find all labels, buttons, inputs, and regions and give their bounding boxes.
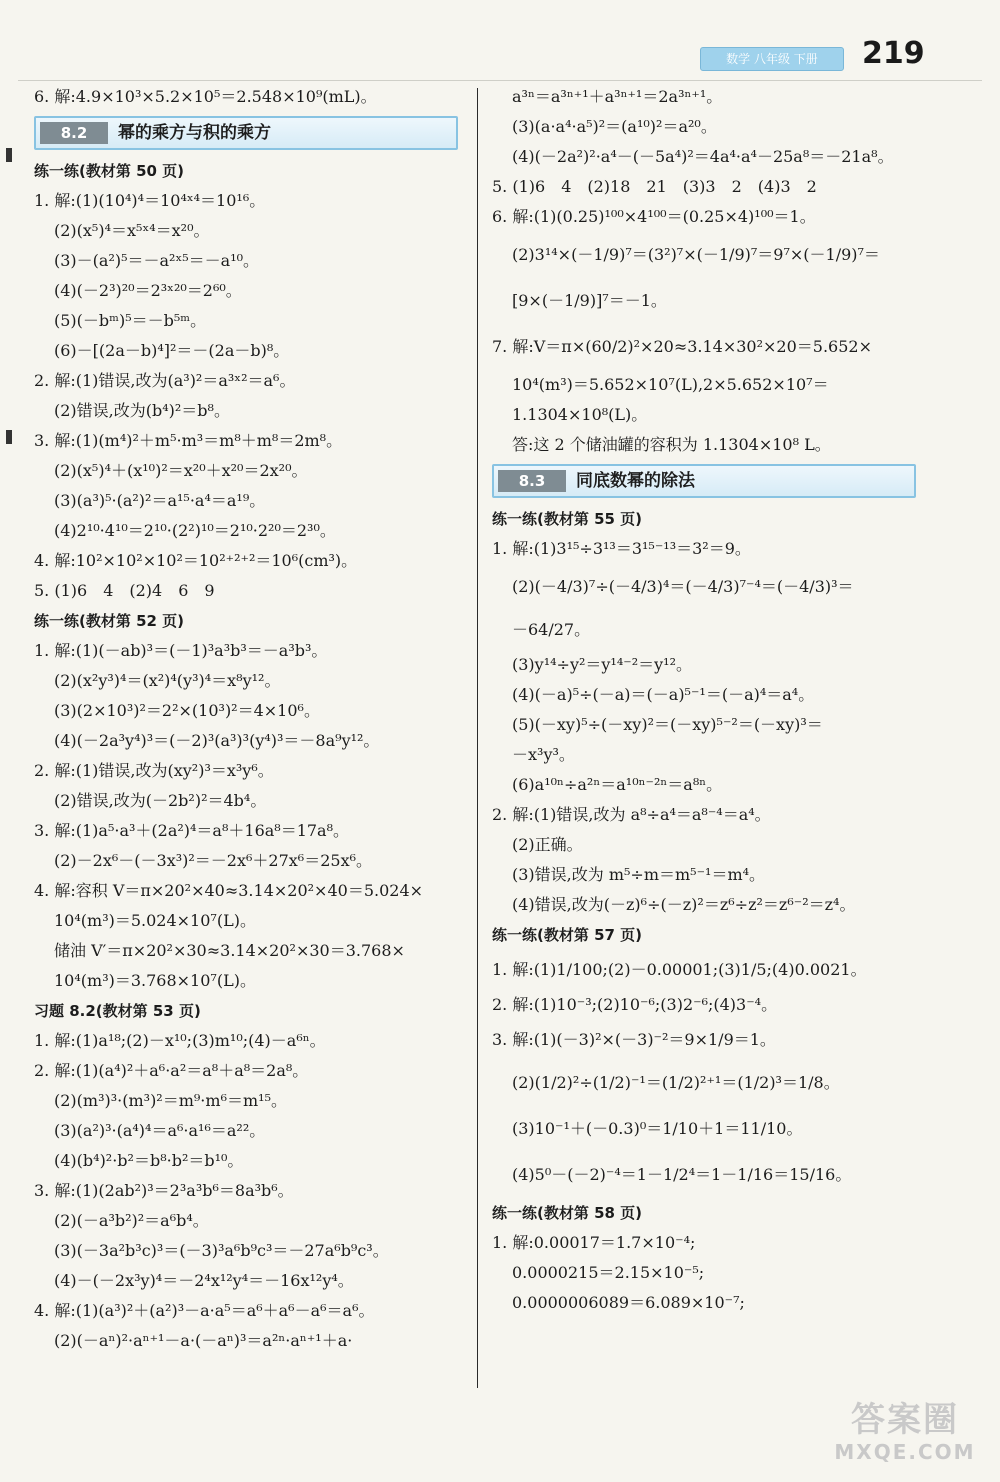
answer-line: 1. 解:(1)3¹⁵÷3¹³＝3¹⁵⁻¹³＝3²＝9。 [492,539,751,558]
answer-line: (2)正确。 [512,835,583,854]
answer-line: 10⁴(m³)＝3.768×10⁷(L)。 [54,971,256,990]
answer-line: (2)－2x⁶－(－3x³)²＝－2x⁶＋27x⁶＝25x⁶。 [54,851,373,870]
answer-line: 2. 解:(1)10⁻³;(2)10⁻⁶;(3)2⁻⁶;(4)3⁻⁴。 [492,995,778,1014]
answer-line: 4. 解:容积 V＝π×20²×40≈3.14×20²×40＝5.024× [34,881,424,900]
answer-line: 3. 解:(1)(2ab²)³＝2³a³b⁶＝8a³b⁶。 [34,1181,294,1200]
answer-line: 1. 解:(1)a¹⁸;(2)－x¹⁰;(3)m¹⁰;(4)－a⁶ⁿ。 [34,1031,326,1050]
answer-line: (2)3¹⁴×(－1/9)⁷＝(3²)⁷×(－1/9)⁷＝9⁷×(－1/9)⁷＝ [512,245,880,264]
answer-line: 5. (1)6 4 (2)18 21 (3)3 2 (4)3 2 [492,177,817,196]
top-rule [18,80,982,81]
answer-line: 4. 解:(1)(a³)²＋(a²)³－a·a⁵＝a⁶＋a⁶－a⁶＝a⁶。 [34,1301,375,1320]
answer-line: (3)错误,改为 m⁵÷m＝m⁵⁻¹＝m⁴。 [512,865,766,884]
answer-line: 1. 解:0.00017＝1.7×10⁻⁴; [492,1233,696,1252]
answer-line: (2)(m³)³·(m³)²＝m⁹·m⁶＝m¹⁵。 [54,1091,287,1110]
watermark-text: 答案圈 [851,1400,959,1440]
answer-line: [9×(－1/9)]⁷＝－1。 [512,291,667,310]
left-column [34,82,462,1356]
answer-line: 储油 V′＝π×20²×30≈3.14×20²×30＝3.768× [54,941,405,960]
answer-line: (4)(－a)⁵÷(－a)＝(－a)⁵⁻¹＝(－a)⁴＝a⁴。 [512,685,815,704]
answer-line: 0.0000215＝2.15×10⁻⁵; [512,1263,705,1282]
answer-line: 2. 解:(1)(a⁴)²＋a⁶·a²＝a⁸＋a⁸＝2a⁸。 [34,1061,309,1080]
answer-line: (4)(b⁴)²·b²＝b⁸·b²＝b¹⁰。 [54,1151,244,1170]
exercise-heading: 习题 8.2(教材第 53 页) [34,1002,201,1020]
answer-line: 1. 解:(1)(－ab)³＝(－1)³a³b³＝－a³b³。 [34,641,328,660]
answer-line: 2. 解:(1)错误,改为(xy²)³＝x³y⁶。 [34,761,274,780]
binding-mark [6,430,12,444]
answer-line: 7. 解:V＝π×(60/2)²×20≈3.14×30²×20＝5.652× [492,337,873,356]
answer-line: (3)－(a²)⁵＝－a²ˣ⁵＝－a¹⁰。 [54,251,260,270]
answer-line: (2)错误,改为(b⁴)²＝b⁸。 [54,401,230,420]
answer-line: 3. 解:(1)a⁵·a³＋(2a²)⁴＝a⁸＋16a⁸＝17a⁸。 [34,821,350,840]
answer-line: 2. 解:(1)错误,改为(a³)²＝a³ˣ²＝a⁶。 [34,371,296,390]
answer-line: (5)(－bᵐ)⁵＝－b⁵ᵐ。 [54,311,207,330]
answer-line: 0.0000006089＝6.089×10⁻⁷; [512,1293,745,1312]
answer-line: (2)(－4/3)⁷÷(－4/3)⁴＝(－4/3)⁷⁻⁴＝(－4/3)³＝ [512,577,854,596]
answer-line: (2)(x⁵)⁴＋(x¹⁰)²＝x²⁰＋x²⁰＝2x²⁰。 [54,461,308,480]
exercise-heading: 练一练(教材第 55 页) [492,510,643,528]
answer-line: 10⁴(m³)＝5.652×10⁷(L),2×5.652×10⁷＝ [512,375,829,394]
answer-line: (2)(x⁵)⁴＝x⁵ˣ⁴＝x²⁰。 [54,221,210,240]
section-title: 幂的乘方与积的乘方 [118,123,271,143]
answer-line: (4)(－2a²)²·a⁴－(－5a⁴)²＝4a⁴·a⁴－25a⁸＝－21a⁸。 [512,147,894,166]
answer-line: (3)(2×10³)²＝2²×(10³)²＝4×10⁶。 [54,701,320,720]
answer-line: (5)(－xy)⁵÷(－xy)²＝(－xy)⁵⁻²＝(－xy)³＝ [512,715,823,734]
answer-line: (4)2¹⁰·4¹⁰＝2¹⁰·(2²)¹⁰＝2¹⁰·2²⁰＝2³⁰。 [54,521,336,540]
exercise-heading: 练一练(教材第 52 页) [34,612,185,630]
answer-line: (2)(－a³b²)²＝a⁶b⁴。 [54,1211,209,1230]
answer-line: 6. 解:4.9×10³×5.2×10⁵＝2.548×10⁹(mL)。 [34,87,377,106]
answer-line: (3)(a³)⁵·(a²)²＝a¹⁵·a⁴＝a¹⁹。 [54,491,266,510]
answer-line: (2)(－aⁿ)²·aⁿ⁺¹－a·(－aⁿ)³＝a²ⁿ·aⁿ⁺¹＋a· [54,1331,353,1350]
answer-line: 6. 解:(1)(0.25)¹⁰⁰×4¹⁰⁰＝(0.25×4)¹⁰⁰＝1。 [492,207,816,226]
answer-line: －64/27。 [512,620,591,639]
answer-line: (4)－(－2x³y)⁴＝－2⁴x¹²y⁴＝－16x¹²y⁴。 [54,1271,354,1290]
answer-line: 2. 解:(1)错误,改为 a⁸÷a⁴＝a⁸⁻⁴＝a⁴。 [492,805,771,824]
answer-line: (4)(－2a³y⁴)³＝(－2)³(a³)³(y⁴)³＝－8a⁹y¹²。 [54,731,380,750]
answer-line: a³ⁿ＝a³ⁿ⁺¹＋a³ⁿ⁺¹＝2a³ⁿ⁺¹。 [512,87,723,106]
header-tab: 数学 八年级 下册 [700,47,844,71]
right-column [492,82,922,1318]
section-number: 8.3 [498,470,566,492]
page-number: 219 [862,36,925,71]
answer-line: 1.1304×10⁸(L)。 [512,405,648,424]
answer-line: (6)－[(2a－b)⁴]²＝－(2a－b)⁸。 [54,341,290,360]
answer-line: 4. 解:10²×10²×10²＝10²⁺²⁺²＝10⁶(cm³)。 [34,551,358,570]
answer-line: 1. 解:(1)(10⁴)⁴＝10⁴ˣ⁴＝10¹⁶。 [34,191,266,210]
answer-line: (4)(－2³)²⁰＝2³ˣ²⁰＝2⁶⁰。 [54,281,242,300]
exercise-heading: 练一练(教材第 57 页) [492,926,643,944]
answer-line: (2)(x²y³)⁴＝(x²)⁴(y³)⁴＝x⁸y¹²。 [54,671,281,690]
answer-line: 5. (1)6 4 (2)4 6 9 [34,581,215,600]
section-header [34,116,458,150]
exercise-heading: 练一练(教材第 58 页) [492,1204,643,1222]
answer-line: 10⁴(m³)＝5.024×10⁷(L)。 [54,911,256,930]
answer-line: 3. 解:(1)(m⁴)²＋m⁵·m³＝m⁸＋m⁸＝2m⁸。 [34,431,343,450]
answer-line: (2)错误,改为(－2b²)²＝4b⁴。 [54,791,267,810]
exercise-heading: 练一练(教材第 50 页) [34,162,185,180]
answer-line: 3. 解:(1)(－3)²×(－3)⁻²＝9×1/9＝1。 [492,1030,776,1049]
answer-line: (4)5⁰－(－2)⁻⁴＝1－1/2⁴＝1－1/16＝15/16。 [512,1165,852,1184]
answer-line: (4)错误,改为(－z)⁶÷(－z)²＝z⁶÷z²＝z⁶⁻²＝z⁴。 [512,895,856,914]
section-title: 同底数幂的除法 [576,471,695,491]
answer-line: (3)y¹⁴÷y²＝y¹⁴⁻²＝y¹²。 [512,655,692,674]
watermark-logo [820,1400,990,1470]
watermark-url: MXQE.COM [834,1440,976,1464]
column-divider [477,88,478,1388]
binding-mark [6,148,12,162]
answer-line: (6)a¹⁰ⁿ÷a²ⁿ＝a¹⁰ⁿ⁻²ⁿ＝a⁸ⁿ。 [512,775,723,794]
answer-line: 1. 解:(1)1/100;(2)－0.00001;(3)1/5;(4)0.0021。 [492,960,867,979]
section-header [492,464,916,498]
answer-line: 答:这 2 个储油罐的容积为 1.1304×10⁸ L。 [512,435,831,454]
answer-line: (2)(1/2)²÷(1/2)⁻¹＝(1/2)²⁺¹＝(1/2)³＝1/8。 [512,1073,840,1092]
section-number: 8.2 [40,122,108,144]
answer-line: －x³y³。 [512,745,575,764]
answer-line: (3)10⁻¹＋(－0.3)⁰＝1/10＋1＝11/10。 [512,1119,803,1138]
answer-line: (3)(－3a²b³c)³＝(－3)³a⁶b⁹c³＝－27a⁶b⁹c³。 [54,1241,389,1260]
answer-line: (3)(a²)³·(a⁴)⁴＝a⁶·a¹⁶＝a²²。 [54,1121,266,1140]
answer-line: (3)(a·a⁴·a⁵)²＝(a¹⁰)²＝a²⁰。 [512,117,717,136]
